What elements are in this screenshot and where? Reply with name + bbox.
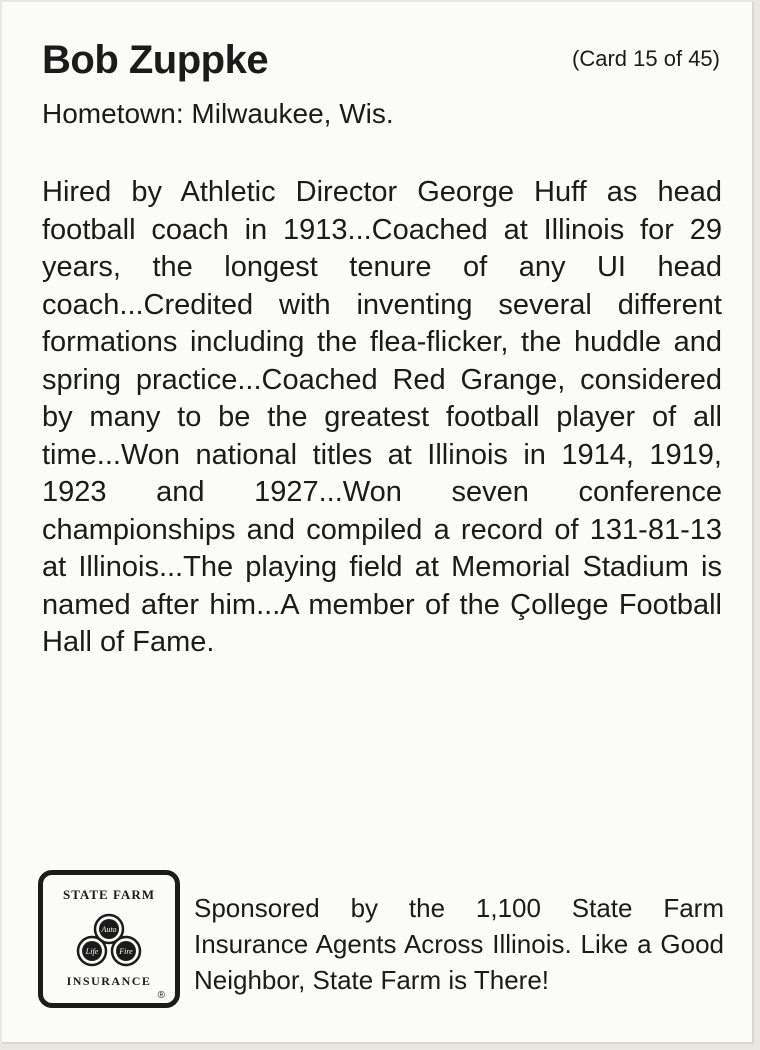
ring-auto-label: Auto <box>101 925 117 934</box>
ring-life-label: Life <box>85 947 99 956</box>
biography-text: Hired by Athletic Director George Huff as head football coach in 1913...Coached at Illinois for 29 years, the longest tenure of any UI head coach...Credited with inventing several different formations including the flea-flicker, the huddle and spring practice...Coached Red Grange, considered by many to be the greatest football player of all time...Won national titles at Illinois in 1914, 1919, 1923 and 1927...Won seven conference championships and compiled a record of 131-81-13 at Illinois...The playing field at Memorial Stadium is named after him...A member of the Çollege Football Hall of Fame. <box>42 176 722 658</box>
logo-top-text: STATE FARM <box>63 887 155 902</box>
state-farm-logo <box>38 870 180 1008</box>
logo-bottom-text: INSURANCE <box>66 974 152 988</box>
ring-fire-label: Fire <box>119 947 133 956</box>
trading-card-back <box>2 2 754 1044</box>
player-name: Bob Zuppke <box>42 38 269 82</box>
registered-mark: ® <box>157 990 165 1001</box>
state-farm-rings-icon <box>69 913 149 969</box>
card-number: (Card 15 of 45) <box>572 46 720 71</box>
hometown: Hometown: Milwaukee, Wis. <box>42 98 394 129</box>
sponsor-text: Sponsored by the 1,100 State Farm Insurance Agents Across Illinois. Like a Good Neighbor, State Farm is There! <box>194 893 724 995</box>
